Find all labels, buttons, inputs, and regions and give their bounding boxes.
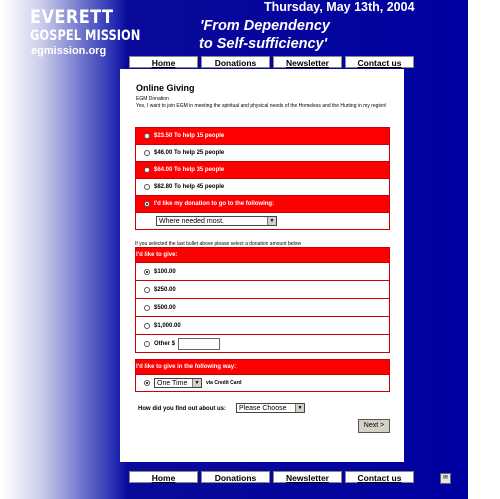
nav-newsletter-link[interactable]: Newsletter: [273, 56, 342, 68]
amount-row[interactable]: [136, 281, 389, 299]
amount-header: I'd like to give:: [136, 248, 389, 263]
logo-url: egmission.org: [31, 45, 107, 57]
nav-home-link[interactable]: Home: [129, 471, 198, 483]
option-row[interactable]: [136, 128, 389, 145]
radio-button-selected[interactable]: [144, 269, 150, 275]
top-nav: [129, 56, 414, 68]
amount-label: $1,000.00: [154, 322, 181, 329]
nav-donations-tab[interactable]: Donations: [201, 471, 270, 483]
nav-newsletter-link[interactable]: Newsletter: [273, 471, 342, 483]
logo-everett[interactable]: EVERETT: [30, 6, 114, 28]
form-subtitle: EGM Donation: [136, 96, 169, 102]
frequency-header: I'd like to give in the following way:: [136, 360, 389, 375]
option-label: I'd like my donation to go to the following:: [154, 201, 275, 207]
radio-button-selected[interactable]: [144, 201, 150, 207]
radio-button[interactable]: [144, 323, 150, 329]
nav-contact-link[interactable]: Contact us: [345, 56, 414, 68]
page-title: Online Giving: [136, 83, 195, 93]
amount-row[interactable]: [136, 263, 389, 281]
chevron-down-icon[interactable]: ▼: [192, 379, 201, 387]
option-label: $23.50 To help 15 people: [154, 133, 225, 139]
amount-label: Other $: [154, 340, 176, 347]
amount-label: $500.00: [154, 304, 176, 311]
logo-gospel-mission[interactable]: GOSPEL MISSION: [30, 28, 141, 44]
nav-contact-link[interactable]: Contact us: [345, 471, 414, 483]
donation-form: [120, 69, 404, 462]
direction-row: [136, 213, 389, 229]
amount-box: [135, 247, 390, 353]
radio-button[interactable]: [144, 341, 150, 347]
direction-select-value: Where needed most.: [159, 217, 224, 225]
next-button[interactable]: Next >: [358, 419, 390, 433]
tagline-line1: 'From Dependency: [200, 18, 330, 34]
option-label: $46.00 To help 25 people: [154, 150, 225, 156]
option-row[interactable]: [136, 179, 389, 196]
radio-button-selected[interactable]: [144, 380, 150, 386]
via-label: via Credit Card: [206, 380, 242, 386]
nav-donations-tab[interactable]: Donations: [201, 56, 270, 68]
amount-label: $250.00: [154, 286, 176, 293]
radio-button[interactable]: [144, 287, 150, 293]
option-row[interactable]: [136, 145, 389, 162]
amount-row[interactable]: [136, 335, 389, 352]
form-intro: Yes, I want to join EGM in meeting the spiritual and physical needs of the Homeless and the Hurting in my region!: [136, 103, 387, 109]
chevron-down-icon[interactable]: ▼: [267, 217, 276, 225]
radio-button[interactable]: [144, 305, 150, 311]
right-strip: [468, 0, 500, 499]
nav-home-link[interactable]: Home: [129, 56, 198, 68]
other-amount-input[interactable]: [178, 338, 220, 350]
chevron-down-icon[interactable]: ▼: [295, 404, 304, 412]
amount-row[interactable]: [136, 299, 389, 317]
frequency-select-value: One Time: [157, 379, 188, 387]
gift-options-box: [135, 127, 390, 230]
option-row[interactable]: [136, 196, 389, 213]
amount-instructions: If you selected the last bullet above please select a donation amount below: [135, 241, 301, 247]
option-label: $82.80 To help 45 people: [154, 184, 225, 190]
direction-select[interactable]: [156, 216, 277, 226]
referral-select-value: Please Choose: [239, 404, 287, 412]
tagline-line2: to Self-sufficiency': [199, 36, 328, 52]
radio-button[interactable]: [144, 184, 150, 190]
referral-label: How did you find out about us:: [138, 406, 226, 412]
frequency-box: [135, 359, 390, 392]
referral-select[interactable]: [236, 403, 305, 413]
radio-button[interactable]: [144, 167, 150, 173]
amount-label: $100.00: [154, 268, 176, 275]
bottom-nav: [129, 471, 414, 483]
date-text: Thursday, May 13th, 2004: [264, 0, 415, 14]
option-label: $64.00 To help 35 people: [154, 167, 225, 173]
radio-button[interactable]: [144, 133, 150, 139]
frequency-row[interactable]: [136, 375, 389, 391]
email-icon[interactable]: ✉: [440, 473, 451, 484]
radio-button[interactable]: [144, 150, 150, 156]
frequency-select[interactable]: [154, 378, 202, 388]
amount-row[interactable]: [136, 317, 389, 335]
option-row[interactable]: [136, 162, 389, 179]
